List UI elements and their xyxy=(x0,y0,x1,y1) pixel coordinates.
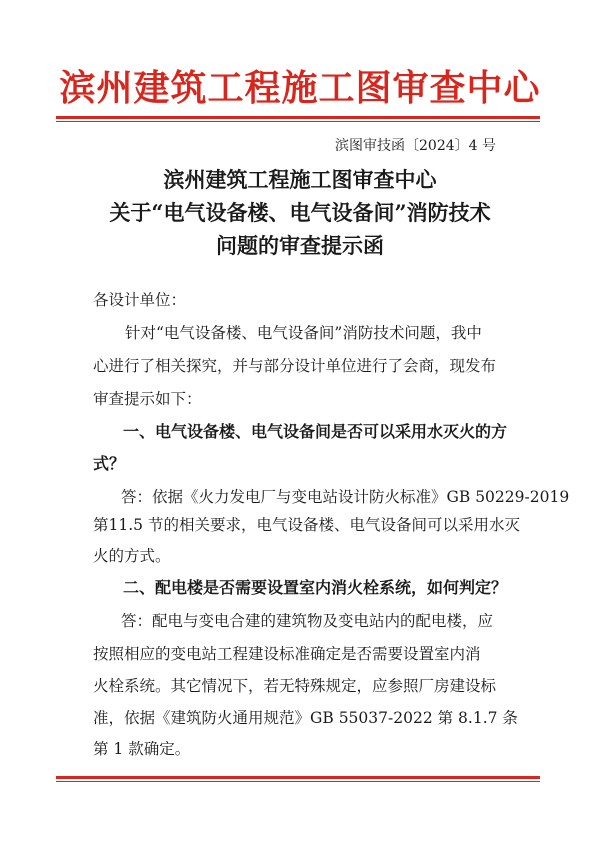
footer-rule-thin xyxy=(56,781,540,782)
intro-line: 审查提示如下： xyxy=(93,390,202,408)
answer-2-line: 答：配电与变电合建的建筑物及变电站内的配电楼，应 xyxy=(121,612,494,630)
question-2-line: 二、配电楼是否需要设置室内消火栓系统，如何判定？ xyxy=(123,578,508,597)
question-1-line: 式？ xyxy=(93,454,126,473)
letter-title-line-1: 滨州建筑工程施工图审查中心 xyxy=(163,167,437,192)
answer-2-line: 按照相应的变电站工程建设标准确定是否需要设置室内消 xyxy=(93,645,481,663)
header-org-name: 滨州建筑工程施工图审查中心 xyxy=(59,67,541,109)
answer-1-line: 第11.5 节的相关要求，电气设备楼、电气设备间可以采用水灭 xyxy=(93,516,520,534)
answer-1-line: 答：依据《火力发电厂与变电站设计防火标准》GB 50229-2019 xyxy=(121,488,570,506)
letter-title-line-2: 关于“电气设备楼、电气设备间”消防技术 xyxy=(109,200,491,225)
answer-2-line: 准，依据《建筑防火通用规范》GB 55037-2022 第 8.1.7 条 xyxy=(93,709,518,727)
answer-2-line: 火栓系统。其它情况下，若无特殊规定，应参照厂房建设标 xyxy=(93,677,497,695)
salutation: 各设计单位： xyxy=(93,291,187,309)
intro-line: 心进行了相关探究，并与部分设计单位进行了会商，现发布 xyxy=(93,357,497,375)
answer-2-line: 第 1 款确定。 xyxy=(93,740,191,758)
document-number: 滨图审技函〔2024〕4 号 xyxy=(335,138,496,154)
question-1-line: 一、电气设备楼、电气设备间是否可以采用水灭火的方 xyxy=(123,422,508,441)
footer-rule-thick xyxy=(56,776,540,779)
letter-title-line-3: 问题的审查提示函 xyxy=(216,233,384,258)
intro-line: 针对“电气设备楼、电气设备间”消防技术问题，我中 xyxy=(125,324,482,342)
header-rule-thin xyxy=(56,121,540,122)
answer-1-line: 火的方式。 xyxy=(93,547,171,565)
header-rule-thick xyxy=(56,116,540,119)
